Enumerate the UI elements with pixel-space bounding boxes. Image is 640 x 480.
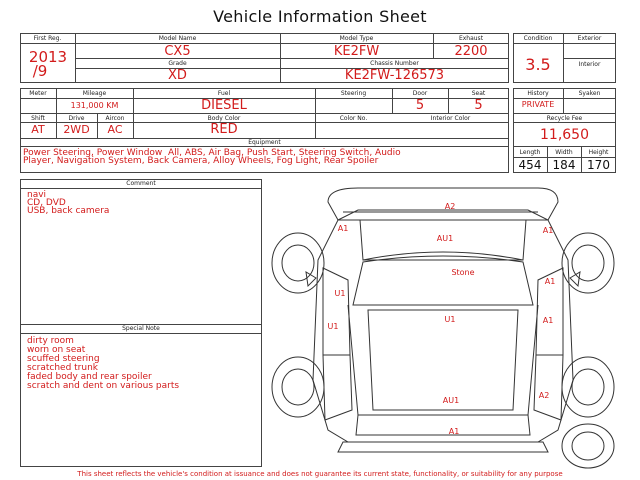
fuel: DIESEL xyxy=(201,98,247,113)
first-reg-month: /9 xyxy=(32,62,48,80)
special-note-line: scratched trunk xyxy=(27,363,98,373)
width-label: Width xyxy=(555,149,573,156)
comment-box xyxy=(20,179,262,467)
special-note-line: faded body and rear spoiler xyxy=(27,372,152,382)
width: 184 xyxy=(552,158,576,172)
seat-label: Seat xyxy=(471,90,486,97)
special-note-line: scratch and dent on various parts xyxy=(27,381,180,391)
body-color: RED xyxy=(210,122,238,137)
condition-grade: 3.5 xyxy=(525,55,551,74)
aircon: AC xyxy=(107,123,123,136)
chassis-label: Chassis Number xyxy=(370,60,419,67)
damage-mark-left-front-door: U1 xyxy=(334,289,346,298)
first-reg-year: 2013 xyxy=(28,48,68,66)
drive: 2WD xyxy=(63,123,90,136)
exhaust: 2200 xyxy=(454,44,488,59)
model-name: CX5 xyxy=(164,44,191,59)
damage-mark-rear-right: A2 xyxy=(538,391,550,400)
length-label: Length xyxy=(519,149,541,156)
steering-label: Steering xyxy=(340,90,367,97)
disclaimer-footer: This sheet reflects the vehicle's condition at issuance and does not guarantee its current state, functionality, or suitability for any purpose xyxy=(77,470,563,478)
damage-mark-roof: Stone xyxy=(451,268,475,277)
first-reg-label: First Reg. xyxy=(33,35,62,42)
special-note-line: dirty room xyxy=(27,336,74,346)
damage-mark-front: A2 xyxy=(444,202,456,211)
interior-color-label: Interior Color xyxy=(430,115,471,122)
mileage: 131,000 KM xyxy=(70,101,119,110)
mileage-label: Mileage xyxy=(82,90,107,97)
grade: XD xyxy=(168,68,187,83)
model-name-label: Model Name xyxy=(158,35,197,42)
damage-mark-front-right: A1 xyxy=(542,226,554,235)
damage-mark-right-front: A1 xyxy=(544,277,556,286)
equipment-line-1: Power Steering, Power Window All, ABS, Air Bag, Push Start, Steering Switch, Audio xyxy=(23,148,401,158)
grade-label: Grade xyxy=(168,60,187,67)
model-type-label: Model Type xyxy=(339,35,374,42)
interior-label: Interior xyxy=(578,61,601,68)
exhaust-label: Exhaust xyxy=(458,35,484,42)
special-note-line: worn on seat xyxy=(27,345,86,355)
car-damage-diagram xyxy=(268,180,618,470)
damage-mark-hood-left: A1 xyxy=(337,224,349,233)
aircon-label: Aircon xyxy=(105,115,125,122)
chassis-number: KE2FW-126573 xyxy=(344,68,445,83)
height: 170 xyxy=(587,158,610,172)
sheet-title: Vehicle Information Sheet xyxy=(213,7,427,26)
shift-label: Shift xyxy=(31,115,45,122)
damage-mark-left-rear-door: U1 xyxy=(327,322,339,331)
seat: 5 xyxy=(474,98,483,113)
recycle-fee: 11,650 xyxy=(540,127,589,143)
model-type: KE2FW xyxy=(333,44,380,59)
comment-line: CD, DVD xyxy=(27,198,66,208)
special-note-label: Special Note xyxy=(122,325,160,332)
meter-label: Meter xyxy=(29,90,47,97)
shift: AT xyxy=(31,123,45,136)
drive-label: Drive xyxy=(68,115,85,122)
equipment-label: Equipment xyxy=(248,139,281,146)
damage-mark-rear-bumper: A1 xyxy=(448,427,460,436)
comment-label: Comment xyxy=(126,180,156,187)
exterior-label: Exterior xyxy=(577,35,602,42)
syaken-label: Syaken xyxy=(578,90,601,97)
equipment-line-2: Player, Navigation System, Back Camera, Alloy Wheels, Fog Light, Rear Spoiler xyxy=(23,156,379,166)
length: 454 xyxy=(518,158,542,172)
history: PRIVATE xyxy=(521,100,555,109)
comment-line: USB, back camera xyxy=(27,206,110,216)
damage-mark-windshield: AU1 xyxy=(436,234,454,243)
special-note-line: scuffed steering xyxy=(27,354,100,364)
height-label: Height xyxy=(588,149,609,156)
history-label: History xyxy=(527,90,549,97)
comment-line: navi xyxy=(27,190,47,200)
damage-mark-right-rear: A1 xyxy=(542,316,554,325)
door-label: Door xyxy=(412,90,428,97)
body-color-label: Body Color xyxy=(207,115,241,122)
color-no-label: Color No. xyxy=(339,115,368,122)
damage-mark-roof-center: U1 xyxy=(444,315,456,324)
recycle-fee-label: Recycle Fee xyxy=(546,115,583,122)
damage-mark-rear-window: AU1 xyxy=(442,396,460,405)
fuel-label: Fuel xyxy=(217,90,231,97)
condition-label: Condition xyxy=(523,35,553,42)
door: 5 xyxy=(415,98,425,113)
